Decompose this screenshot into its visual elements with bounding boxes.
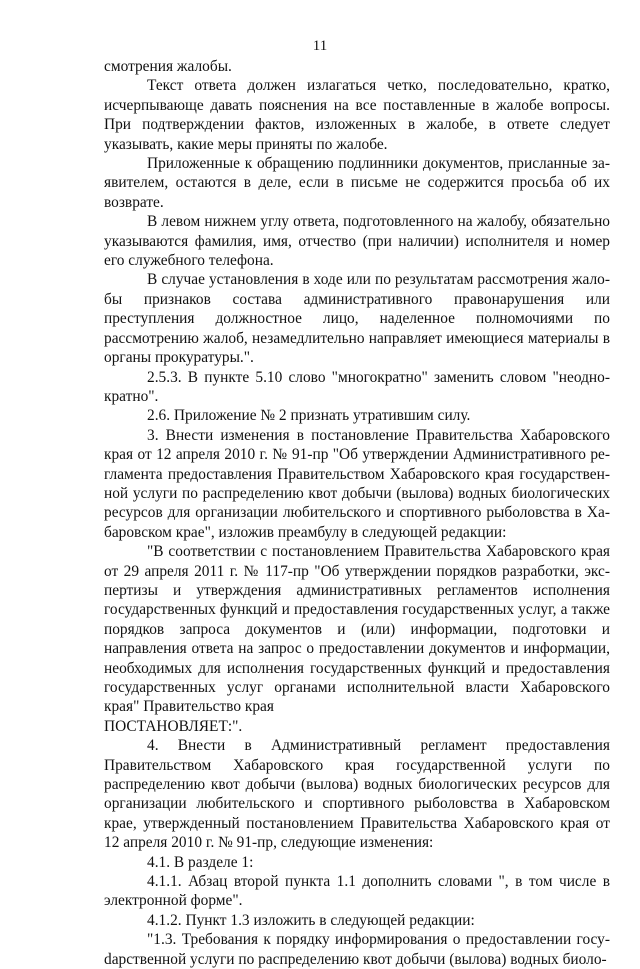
paragraph: 2.5.3. В пункте 5.10 слово "многократно" заменить словом "неоднократно".	[104, 368, 610, 405]
paragraph: смотрения жалобы.	[104, 58, 232, 75]
paragraph: В левом нижнем углу ответа, подготовленного на жалобу, обязательно указываются фамилия, имя, отчество (при наличии) исполнителя и номер его служебного телефона.	[104, 213, 610, 270]
document-body	[104, 57, 610, 969]
paragraph: 4.1.2. Пункт 1.3 изложить в следующей редакции:	[147, 911, 475, 929]
paragraph: 2.6. Приложение № 2 признать утратившим силу.	[147, 407, 471, 425]
paragraph: 3. Внести изменения в постановление Правительства Хабаровского края от 12 апреля 2010 г. № 91-пр "Об утверждении Административного регламента предоставления Правительством Хабаровского края государственной услуги по распределению квот добычи (вылова) водных биологических ресурсов для организации любительского и спортивного рыболовства в Хабаровском крае", изложив преамбулу в следующей редакции:	[104, 426, 610, 541]
paragraph: "В соответствии с постановлением Правительства Хабаровского края от 29 апреля 2011 г. № 117-пр "Об утверждении порядков разработки, экспертизы и утверждения административных регламентов исполнения государственных функций и предоставления государственных услуг, а также порядков запроса документов и (или) информации, подготовки и направления ответа на запрос о предоставлении документов и информации, необходимых для исполнения государственных функций и предоставления государственных услуг органами исполнительной власти Хабаровского края" Правительство края	[104, 543, 610, 716]
paragraph: Приложенные к обращению подлинники документов, присланные заявителем, остаются в деле, если в письме не содержится просьба об их возврате.	[104, 155, 610, 211]
paragraph: "1.3. Требования к порядку информирования о предоставлении госуdарственной услуги по распределению квот добычи (вылова) водных биоло-	[104, 931, 610, 968]
paragraph: 4.1. В разделе 1:	[147, 853, 254, 871]
paragraph: Текст ответа должен излагаться четко, последовательно, кратко, исчерпывающе давать пояснения на все поставленные в жалобе вопросы. При подтверждении фактов, изложенных в жалобе, в ответе следует указывать, какие меры приняты по жалобе.	[104, 77, 610, 153]
paragraph: 4.1.1. Абзац второй пункта 1.1 дополнить словами ", в том числе в электронной форме".	[104, 873, 610, 910]
paragraph: 4. Внести в Административный регламент предоставления Правительством Хабаровского края государственной услуги по распределению квот добычи (вылова) водных биологических ресурсов для организации любительского и спортивного рыболовства в Хабаровском крае, утвержденный постановлением Правительства Хабаровского края от 12 апреля 2010 г. № 91-пр, следующие изменения:	[104, 737, 610, 852]
paragraph: В случае установления в ходе или по результатам рассмотрения жалобы признаков состава административного правонарушения или преступления должностное лицо, наделенное полномочиями по рассмотрению жалоб, незамедлительно направляет имеющиеся материалы в органы прокуратуры.".	[104, 271, 610, 367]
page-number: 11	[312, 38, 328, 54]
paragraph-postanovlyaet: ПОСТАНОВЛЯЕТ:".	[104, 717, 243, 735]
